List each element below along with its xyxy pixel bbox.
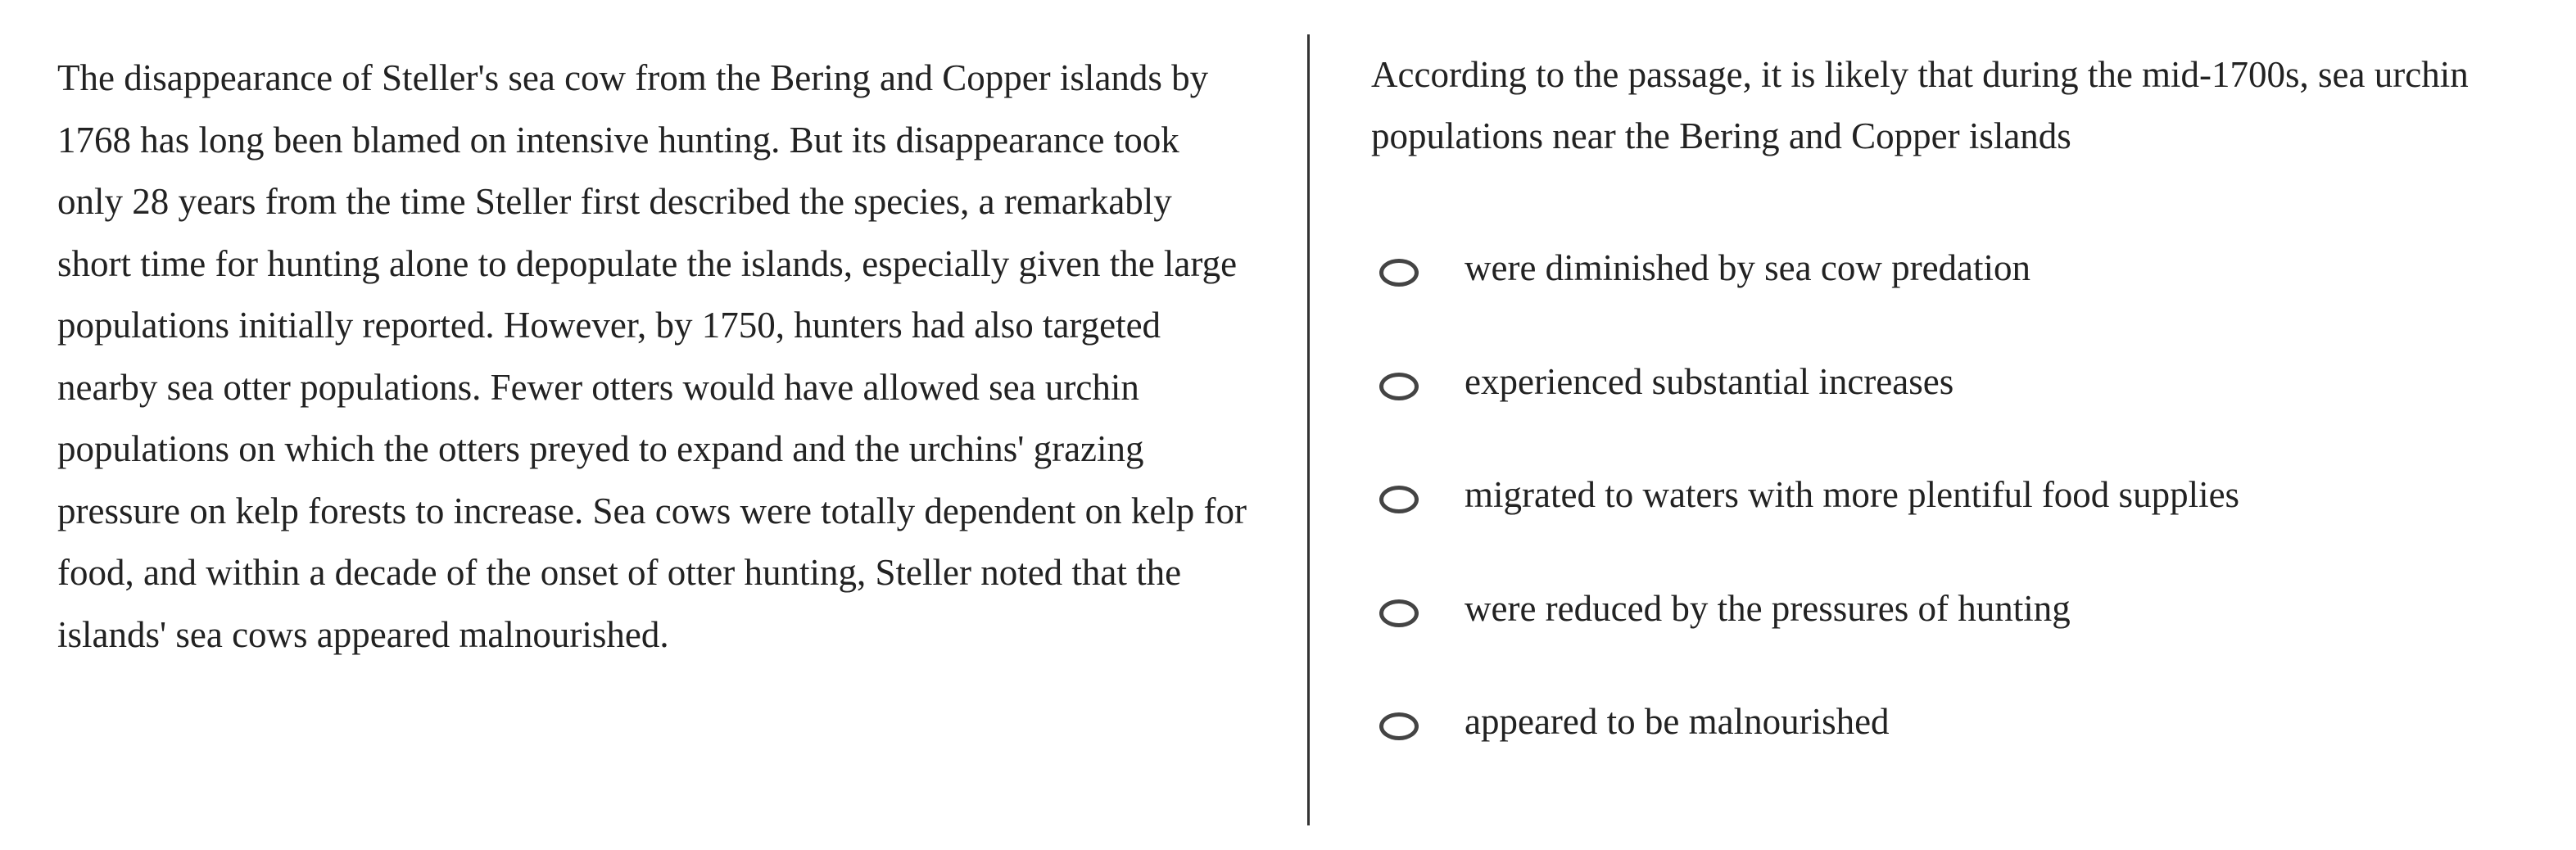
- answer-option-label: experienced substantial increases: [1465, 360, 1954, 402]
- radio-button-icon[interactable]: [1379, 259, 1419, 287]
- answer-option-label: migrated to waters with more plentiful food supplies: [1465, 474, 2240, 516]
- answer-option-a[interactable]: [1371, 216, 2551, 330]
- answer-option-b[interactable]: [1371, 330, 2551, 444]
- answer-option-c[interactable]: [1371, 443, 2551, 557]
- answer-option-d[interactable]: [1371, 557, 2551, 671]
- answer-option-e[interactable]: [1371, 670, 2551, 784]
- reading-passage: The disappearance of Steller's sea cow from the Bering and Copper islands by 1768 has long been blamed on intensive hunting. But its disappearance took only 28 years from the time Steller first described the species, a remarkably short time for hunting alone to depopulate the islands, especially given the large populations initially reported. However, by 1750, hunters had also targeted nearby sea otter populations. Fewer otters would have allowed sea urchin populations on which the otters preyed to expand and the urchins' grazing pressure on kelp forests to increase. Sea cows were totally dependent on kelp for food, and within a decade of the onset of otter hunting, Steller noted that the islands' sea cows appeared malnourished.: [57, 57, 1247, 655]
- radio-button-icon[interactable]: [1379, 599, 1419, 627]
- question-panel: [1371, 44, 2551, 743]
- radio-button-icon[interactable]: [1379, 486, 1419, 513]
- question-stem: According to the passage, it is likely that during the mid-1700s, sea urchin populations near the Bering and Copper islands: [1371, 54, 2469, 156]
- radio-button-icon[interactable]: [1379, 373, 1419, 400]
- answer-options: [1371, 216, 2551, 784]
- column-divider: [1307, 34, 1310, 825]
- radio-button-icon[interactable]: [1379, 712, 1419, 740]
- answer-option-label: were reduced by the pressures of hunting: [1465, 587, 2071, 629]
- answer-option-label: appeared to be malnourished: [1465, 701, 1890, 743]
- answer-option-label: were diminished by sea cow predation: [1465, 247, 2031, 289]
